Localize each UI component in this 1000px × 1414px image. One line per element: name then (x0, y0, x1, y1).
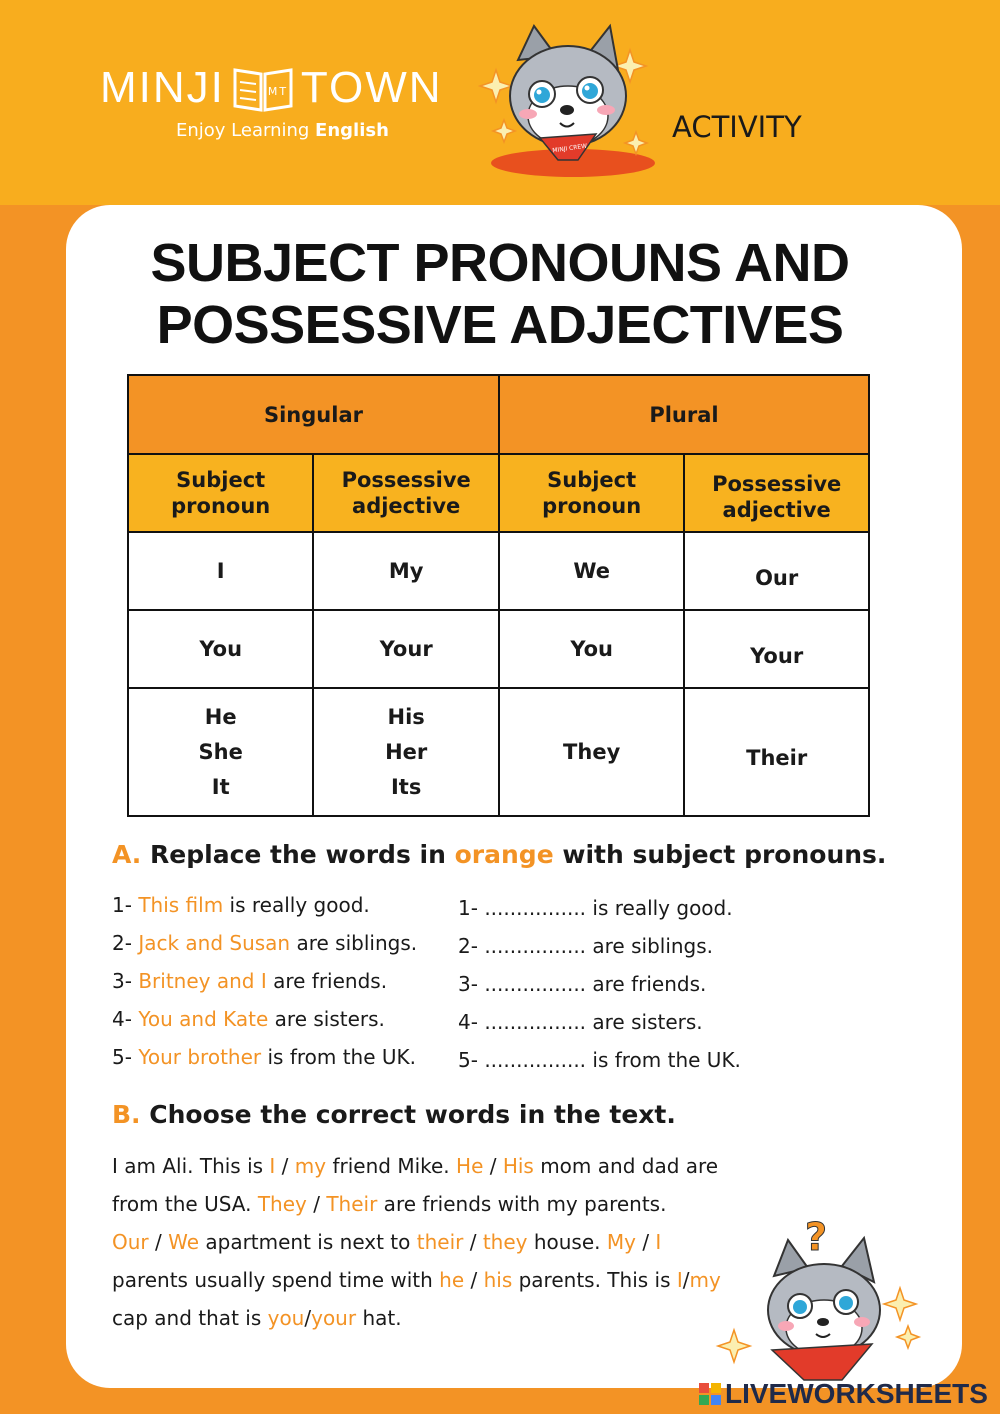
answer-line[interactable]: 2- ................ are siblings. (458, 934, 714, 958)
header-singular: Singular (128, 375, 499, 454)
table-row (128, 610, 869, 688)
list-item: 4- You and Kate are sisters. (112, 1007, 385, 1031)
word-choice[interactable]: my (689, 1268, 721, 1292)
list-item: 1- This film is really good. (112, 893, 370, 917)
list-item: 5- Your brother is from the UK. (112, 1045, 417, 1069)
paragraph-text: from the USA. (112, 1192, 258, 1216)
paragraph-text: / (463, 1230, 483, 1254)
answer-line[interactable]: 1- ................ is really good. (458, 896, 733, 920)
logo-tagline: Enjoy Learning English (176, 120, 389, 141)
answer-line[interactable]: 3- ................ are friends. (458, 972, 707, 996)
word-choice[interactable]: I (676, 1268, 683, 1292)
table-row (128, 688, 869, 816)
answer-line[interactable]: 4- ................ are sisters. (458, 1010, 703, 1034)
section-a-instruction: A. Replace the words in orange with subject pronouns. (112, 840, 887, 869)
logo-text-right: TOWN (300, 63, 443, 112)
word-choice[interactable]: you (267, 1306, 305, 1330)
dog-mascot-icon (478, 20, 658, 185)
paragraph-text: parents. This is (512, 1268, 677, 1292)
paragraph-text: / (304, 1306, 312, 1330)
list-item: 3- Britney and I are friends. (112, 969, 388, 993)
table-cell: Their (684, 688, 869, 816)
word-choice[interactable]: We (168, 1230, 200, 1254)
question-mark-icon: ? (804, 1215, 828, 1259)
paragraph-text: / (464, 1268, 484, 1292)
paragraph-line (112, 1223, 762, 1261)
paragraph-text: hat. (356, 1306, 402, 1330)
word-choice[interactable]: My (606, 1230, 636, 1254)
list-item: 2- Jack and Susan are siblings. (112, 931, 418, 955)
word-choice[interactable]: His (502, 1154, 534, 1178)
paragraph-text: / (148, 1230, 169, 1254)
paragraph-text: I am Ali. This is (112, 1154, 270, 1178)
section-a-sentences (112, 886, 417, 1076)
logo-book-letters: MT (267, 85, 288, 98)
section-a-answers (458, 889, 741, 1079)
paragraph-text: / (483, 1154, 503, 1178)
table-cell: He She It (128, 688, 313, 816)
table-cell: You (499, 610, 684, 688)
minji-town-logo (100, 62, 443, 141)
subheader-subject-pronoun-plural: Subject pronoun (499, 454, 684, 532)
mascot-badge-text: MINJI CREW (551, 142, 588, 155)
paragraph-text: house. (527, 1230, 607, 1254)
section-b-paragraph (112, 1147, 762, 1337)
word-choice[interactable]: their (416, 1230, 464, 1254)
table-cell: They (499, 688, 684, 816)
paragraph-text: apartment is next to (199, 1230, 417, 1254)
word-choice[interactable]: He (456, 1154, 484, 1178)
table-cell: Our (684, 532, 869, 610)
book-icon (231, 62, 295, 114)
table-cell: We (499, 532, 684, 610)
word-choice[interactable]: They (257, 1192, 307, 1216)
word-choice[interactable]: I (269, 1154, 276, 1178)
liveworksheets-watermark: LIVEWORKSHEETS (698, 1378, 988, 1410)
word-choice[interactable]: my (294, 1154, 327, 1178)
paragraph-text: / (635, 1230, 656, 1254)
paragraph-line (112, 1147, 762, 1185)
subheader-possessive-adjective-plural: Possessive adjective (684, 454, 869, 532)
word-choice[interactable]: your (311, 1306, 357, 1330)
table-cell: I (128, 532, 313, 610)
word-choice[interactable]: they (482, 1230, 528, 1254)
paragraph-line (112, 1261, 762, 1299)
answer-line[interactable]: 5- ................ is from the UK. (458, 1048, 741, 1072)
logo-text-left: MINJI (100, 63, 225, 112)
activity-label: ACTIVITY (672, 110, 802, 144)
subheader-subject-pronoun-singular: Subject pronoun (128, 454, 313, 532)
word-choice[interactable]: Our (112, 1230, 149, 1254)
liveworksheets-logo-icon (698, 1382, 722, 1406)
table-cell: Your (684, 610, 869, 688)
word-choice[interactable]: I (655, 1230, 662, 1254)
table-cell: His Her Its (313, 688, 499, 816)
table-row (128, 532, 869, 610)
section-b-instruction: B. Choose the correct words in the text. (112, 1100, 676, 1129)
paragraph-line (112, 1299, 762, 1337)
subheader-possessive-adjective-singular: Possessive adjective (313, 454, 499, 532)
table-cell: Your (313, 610, 499, 688)
paragraph-text: mom and dad are (533, 1154, 719, 1178)
paragraph-text: cap and that is (112, 1306, 268, 1330)
paragraph-text: / (306, 1192, 327, 1216)
word-choice[interactable]: he (439, 1268, 465, 1292)
paragraph-line (112, 1185, 762, 1223)
thinking-dog-mascot-icon (712, 1210, 927, 1390)
paragraph-text: parents usually spend time with (112, 1268, 440, 1292)
word-choice[interactable]: his (483, 1268, 513, 1292)
paragraph-text: / (275, 1154, 295, 1178)
pronoun-table (127, 374, 870, 817)
paragraph-text: friend Mike. (326, 1154, 457, 1178)
header-plural: Plural (499, 375, 869, 454)
table-cell: You (128, 610, 313, 688)
table-cell: My (313, 532, 499, 610)
word-choice[interactable]: Their (326, 1192, 378, 1216)
page-title: SUBJECT PRONOUNS AND POSSESSIVE ADJECTIVES (150, 233, 850, 355)
paragraph-text: are friends with my parents. (377, 1192, 667, 1216)
paragraph-text: / (682, 1268, 690, 1292)
